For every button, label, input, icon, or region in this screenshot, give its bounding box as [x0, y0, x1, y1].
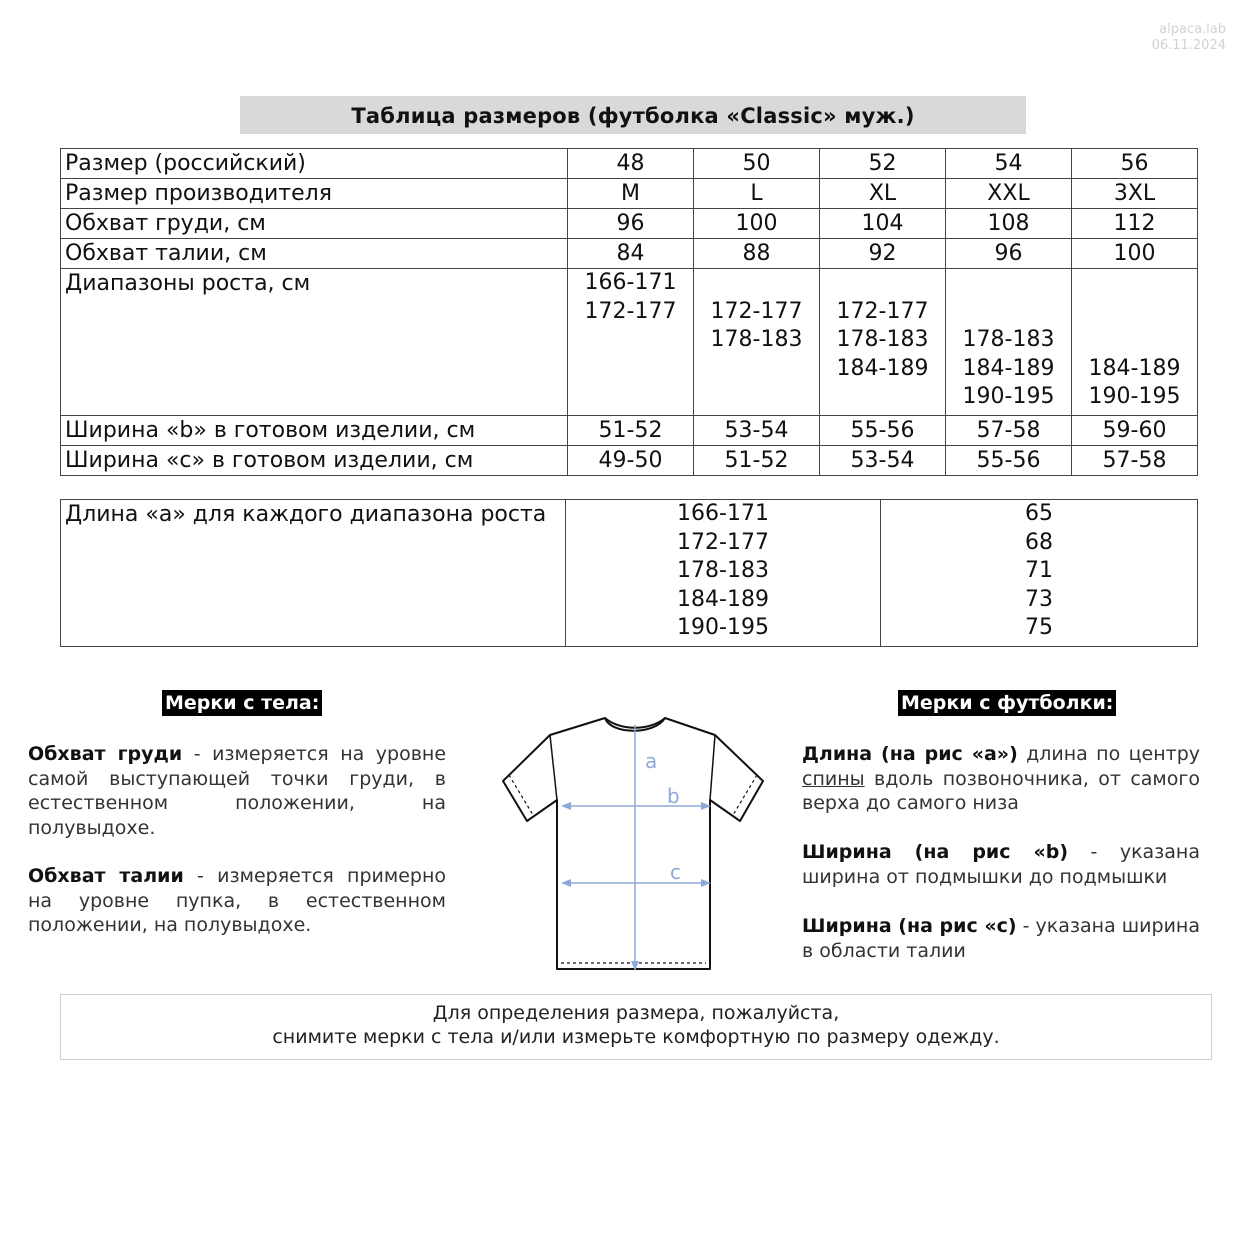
height-range: 178-183: [836, 327, 929, 352]
height-range: 166-171: [584, 270, 677, 295]
length-table: [60, 499, 1198, 647]
table-cell: 57-58: [946, 416, 1072, 446]
table-cell: XXL: [946, 179, 1072, 209]
table-row: [61, 239, 1198, 269]
table-row: [61, 446, 1198, 476]
row-label: Размер (российский): [61, 149, 568, 179]
length-value: 71: [1025, 558, 1053, 583]
height-range: 184-189: [677, 586, 769, 612]
height-range: 166-171: [677, 501, 769, 526]
watermark: [1152, 22, 1226, 54]
length-title: Длина (на рис «а»): [802, 743, 1018, 765]
length-text-underlined: спины: [802, 767, 865, 790]
tshirt-diagram: [495, 705, 767, 977]
table-cell: 100: [1072, 239, 1198, 269]
row-label: Ширина «b» в готовом изделии, см: [61, 416, 568, 446]
shirt-measurements-header: Мерки с футболки:: [898, 690, 1116, 716]
height-ranges-cell: [946, 269, 1072, 416]
waist-text: - измеряется примерно на уровне пупка, в естественном положении, на полувыдохе.: [28, 865, 446, 936]
table-cell: 57-58: [1072, 446, 1198, 476]
height-range: 172-177: [584, 298, 677, 324]
height-range: [568, 383, 693, 412]
height-range: [946, 298, 1071, 327]
table-cell: 53-54: [820, 446, 946, 476]
row-label: Длина «а» для каждого диапазона роста: [61, 500, 566, 647]
length-values-cell: [881, 500, 1198, 647]
size-table: [60, 148, 1198, 476]
table-row: [61, 416, 1198, 446]
length-value: 75: [1025, 615, 1053, 640]
height-range: 178-183: [962, 327, 1055, 352]
page-title: Таблица размеров (футболка «Classic» муж.): [240, 96, 1026, 134]
table-row: [61, 149, 1198, 179]
height-range: 184-189: [962, 355, 1055, 381]
table-cell: 55-56: [946, 446, 1072, 476]
label-c: c: [670, 860, 681, 884]
row-label: Диапазоны роста, см: [61, 269, 568, 416]
height-range: [946, 269, 1071, 298]
height-ranges-row: [61, 269, 1198, 416]
table-cell: 48: [568, 149, 694, 179]
table-cell: 52: [820, 149, 946, 179]
footer-line-2: снимите мерки с тела и/или измерьте комфортную по размеру одежду.: [272, 1026, 1000, 1048]
height-range: 178-183: [710, 327, 803, 352]
table-cell: 49-50: [568, 446, 694, 476]
table-cell: XL: [820, 179, 946, 209]
height-range: [820, 269, 945, 298]
height-ranges-cell: [1072, 269, 1198, 416]
table-cell: 92: [820, 239, 946, 269]
width-b-description: [802, 840, 1200, 889]
table-row: [61, 179, 1198, 209]
height-ranges-cell: [820, 269, 946, 416]
height-range: 178-183: [677, 558, 769, 583]
height-range: 184-189: [836, 355, 929, 381]
height-range: 172-177: [836, 298, 929, 324]
table-cell: 108: [946, 209, 1072, 239]
length-text-end: вдоль позвоночника, от самого верха до самого низа: [802, 767, 1200, 814]
waist-title: Обхват талии: [28, 865, 184, 887]
length-description: [802, 742, 1200, 816]
table-cell: 96: [946, 239, 1072, 269]
table-cell: 51-52: [568, 416, 694, 446]
length-text: длина по центру: [1017, 743, 1200, 765]
length-value: 68: [1025, 529, 1053, 555]
height-range: [1072, 326, 1197, 355]
height-range: 172-177: [710, 298, 803, 324]
width-b-text: - указана ширина от подмышки до подмышки: [802, 841, 1200, 888]
height-range: 190-195: [962, 384, 1055, 409]
height-range: 190-195: [1088, 384, 1181, 409]
length-value: 65: [1025, 501, 1053, 526]
height-ranges-cell: [568, 269, 694, 416]
table-cell: 100: [694, 209, 820, 239]
table-cell: 84: [568, 239, 694, 269]
height-range: 172-177: [677, 529, 769, 555]
height-range: [694, 269, 819, 298]
table-cell: 112: [1072, 209, 1198, 239]
table-row: [61, 500, 1198, 647]
footer-note: [60, 994, 1212, 1060]
table-cell: M: [568, 179, 694, 209]
height-range: [1072, 298, 1197, 327]
table-cell: 59-60: [1072, 416, 1198, 446]
chest-title: Обхват груди: [28, 743, 183, 765]
waist-description: [28, 864, 446, 938]
height-range: [694, 355, 819, 384]
height-range: [694, 383, 819, 412]
width-c-description: [802, 914, 1200, 963]
width-c-text: - указана ширина в области талии: [802, 915, 1200, 962]
width-b-title: Ширина (на рис «b): [802, 841, 1069, 863]
watermark-brand: alpaca.lab: [1159, 22, 1226, 37]
row-label: Размер производителя: [61, 179, 568, 209]
row-label: Ширина «c» в готовом изделии, см: [61, 446, 568, 476]
height-ranges-cell: [566, 500, 881, 647]
table-cell: 3XL: [1072, 179, 1198, 209]
height-range: [568, 355, 693, 384]
tshirt-outline: [503, 718, 763, 969]
length-value: 73: [1025, 586, 1053, 612]
height-range: 184-189: [1088, 355, 1181, 381]
table-cell: 53-54: [694, 416, 820, 446]
table-cell: 51-52: [694, 446, 820, 476]
watermark-date: 06.11.2024: [1151, 38, 1226, 53]
label-a: a: [645, 749, 658, 773]
body-measurements-header: Мерки с тела:: [162, 690, 322, 716]
row-label: Обхват груди, см: [61, 209, 568, 239]
height-range: [568, 326, 693, 355]
chest-text: - измеряется на уровне самой выступающей точки груди, в естественном положении, на полувыдохе.: [28, 743, 447, 839]
height-range: 190-195: [677, 615, 769, 640]
table-row: [61, 209, 1198, 239]
width-c-title: Ширина (на рис «c): [802, 915, 1017, 937]
width-c-arrow-left: [561, 879, 571, 887]
table-cell: 50: [694, 149, 820, 179]
measurement-lines: [561, 725, 711, 971]
height-range: [820, 383, 945, 412]
footer-line-1: Для определения размера, пожалуйста,: [432, 1002, 840, 1024]
table-cell: L: [694, 179, 820, 209]
width-b-arrow-left: [561, 802, 571, 810]
label-b: b: [667, 784, 680, 808]
table-cell: 54: [946, 149, 1072, 179]
height-range: [1072, 269, 1197, 298]
table-cell: 56: [1072, 149, 1198, 179]
height-ranges-cell: [694, 269, 820, 416]
row-label: Обхват талии, см: [61, 239, 568, 269]
table-cell: 55-56: [820, 416, 946, 446]
chest-description: [28, 742, 446, 840]
table-cell: 88: [694, 239, 820, 269]
table-cell: 96: [568, 209, 694, 239]
table-cell: 104: [820, 209, 946, 239]
